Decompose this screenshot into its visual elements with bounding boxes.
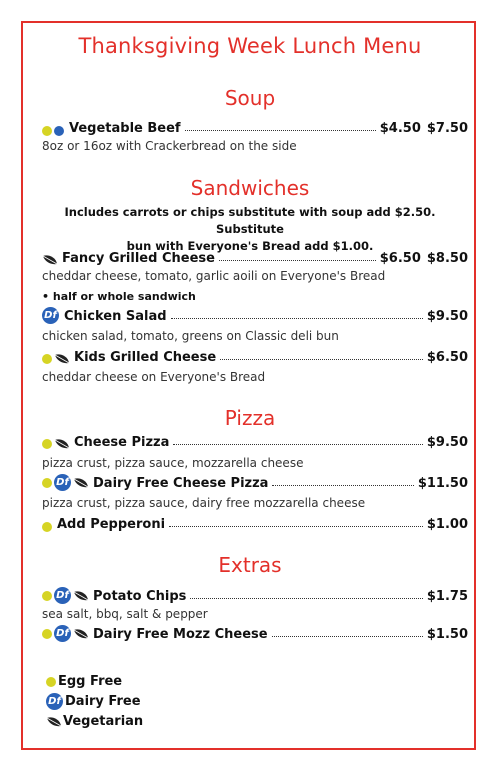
menu-item-potato-chips <box>42 584 468 604</box>
menu-item-cheese-pizza <box>42 430 468 450</box>
item-name: Cheese Pizza <box>74 435 170 450</box>
dairy-free-badge-icon: Df <box>54 625 71 642</box>
menu-item-chicken-salad <box>42 304 468 324</box>
vegetarian-leaf-icon <box>73 590 89 602</box>
item-price-large: $7.50 <box>426 121 468 136</box>
item-description: 8oz or 16oz with Crackerbread on the side <box>42 139 297 153</box>
item-description: cheddar cheese, tomato, garlic aoili on Everyone's Bread <box>42 269 386 283</box>
item-price-large: $8.50 <box>426 251 468 266</box>
vegetarian-leaf-icon <box>73 628 89 640</box>
vegetarian-leaf-icon <box>42 254 58 266</box>
menu-item-fancy-grilled-cheese <box>42 246 468 266</box>
menu-item-dairy-free-mozz-cheese <box>42 622 468 642</box>
item-price: $1.50 <box>426 627 468 642</box>
section-heading-soup: Soup <box>224 86 276 110</box>
egg-free-icon <box>42 354 52 364</box>
item-price: $1.00 <box>426 517 468 532</box>
dairy-free-badge-icon: Df <box>54 474 71 491</box>
egg-free-icon <box>42 522 52 532</box>
sandwich-note-line-1: Includes carrots or chips substitute with soup add $2.50. Substitute <box>64 205 436 236</box>
dot-leader <box>173 444 422 445</box>
item-description: sea salt, bbq, salt & pepper <box>42 607 208 621</box>
dot-leader <box>219 260 376 261</box>
menu-item-add-pepperoni <box>42 512 468 532</box>
item-description: cheddar cheese on Everyone's Bread <box>42 370 266 384</box>
menu-item-vegetable-beef <box>42 116 468 136</box>
egg-free-icon <box>42 629 52 639</box>
item-name: Fancy Grilled Cheese <box>62 251 215 266</box>
section-heading-sandwiches: Sandwiches <box>190 176 310 200</box>
item-price: $9.50 <box>426 309 468 324</box>
legend-vegetarian <box>46 714 143 729</box>
vegetarian-leaf-icon <box>46 716 62 728</box>
item-name: Add Pepperoni <box>57 517 166 532</box>
dairy-free-badge-icon: Df <box>46 693 63 710</box>
egg-free-icon <box>42 126 52 136</box>
item-description: pizza crust, pizza sauce, mozzarella cheese <box>42 456 304 470</box>
egg-free-icon <box>42 591 52 601</box>
item-price-small: $4.50 <box>379 121 421 136</box>
legend-egg-free <box>46 674 122 689</box>
item-price: $9.50 <box>426 435 468 450</box>
item-name: Vegetable Beef <box>69 121 181 136</box>
item-price: $6.50 <box>426 350 468 365</box>
item-description: chicken salad, tomato, greens on Classic deli bun <box>42 329 339 343</box>
egg-free-icon <box>46 677 56 687</box>
legend-label: Dairy Free <box>65 694 141 709</box>
menu-item-dairy-free-cheese-pizza <box>42 471 468 491</box>
dot-leader <box>169 526 423 527</box>
sandwich-note-line-2: bun with Everyone's Bread add $1.00. <box>126 239 374 253</box>
item-price: $11.50 <box>417 476 468 491</box>
egg-free-icon <box>42 439 52 449</box>
item-price-small: $6.50 <box>379 251 421 266</box>
dairy-free-dot-icon <box>54 126 64 136</box>
item-name: Kids Grilled Cheese <box>74 350 217 365</box>
dot-leader <box>171 318 423 319</box>
menu-item-kids-grilled-cheese <box>42 345 468 365</box>
dot-leader <box>272 636 423 637</box>
vegetarian-leaf-icon <box>54 353 70 365</box>
legend-label: Vegetarian <box>63 714 144 729</box>
item-name: Dairy Free Cheese Pizza <box>93 476 269 491</box>
dot-leader <box>220 359 423 360</box>
dairy-free-badge-icon: Df <box>54 587 71 604</box>
half-or-whole-note: • half or whole sandwich <box>42 290 196 303</box>
menu-title: Thanksgiving Week Lunch Menu <box>78 34 422 58</box>
item-name: Dairy Free Mozz Cheese <box>93 627 268 642</box>
vegetarian-leaf-icon <box>54 438 70 450</box>
dairy-free-badge-icon: Df <box>42 307 59 324</box>
item-description: pizza crust, pizza sauce, dairy free mozzarella cheese <box>42 496 366 510</box>
egg-free-icon <box>42 478 52 488</box>
dot-leader <box>190 598 422 599</box>
item-name: Chicken Salad <box>64 309 167 324</box>
item-name: Potato Chips <box>93 589 187 604</box>
legend-dairy-free <box>46 693 141 710</box>
dot-leader <box>272 485 413 486</box>
dot-leader <box>185 130 376 131</box>
section-heading-pizza: Pizza <box>224 406 276 430</box>
vegetarian-leaf-icon <box>73 477 89 489</box>
legend-label: Egg Free <box>58 674 123 689</box>
section-heading-extras: Extras <box>218 553 282 577</box>
item-price: $1.75 <box>426 589 468 604</box>
